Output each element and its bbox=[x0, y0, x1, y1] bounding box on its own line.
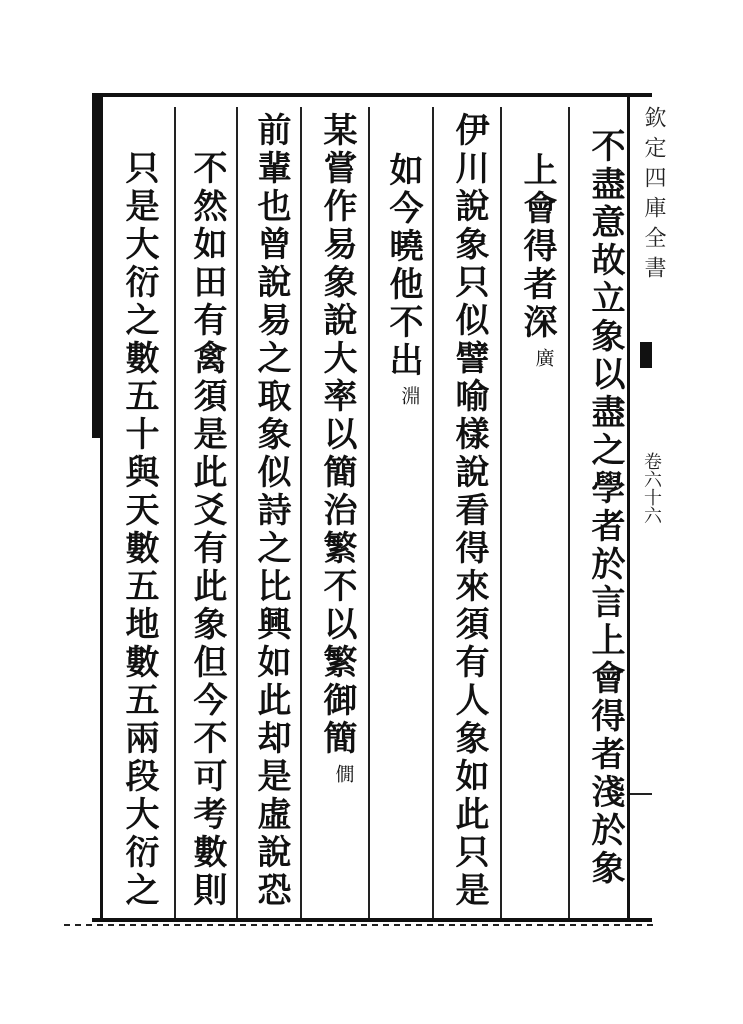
speaker-note: 僩 bbox=[332, 764, 355, 783]
text-column-7 bbox=[178, 150, 236, 910]
column-text: 不然如田有禽須是此爻有此象但今不可考數則 bbox=[187, 150, 227, 910]
frame-left-border-lower bbox=[100, 438, 103, 922]
frame-left-border bbox=[92, 93, 103, 438]
column-rule bbox=[368, 107, 370, 918]
text-column-1 bbox=[576, 128, 634, 888]
margin-line bbox=[630, 793, 652, 795]
book-title: 欽定四庫全書 bbox=[641, 106, 666, 286]
column-text: 某嘗作易象說大率以簡治繁不以繁御簡 bbox=[317, 112, 357, 758]
scan-bottom-edge bbox=[64, 924, 654, 926]
column-rule bbox=[432, 107, 434, 918]
column-text: 上會得者深 bbox=[517, 152, 557, 342]
column-rule bbox=[500, 107, 502, 918]
column-rule bbox=[236, 107, 238, 918]
text-column-2 bbox=[508, 152, 566, 367]
text-column-5 bbox=[308, 112, 366, 783]
text-column-6 bbox=[242, 112, 300, 910]
column-text: 不盡意故立象以盡之學者於言上會得者淺於象 bbox=[585, 128, 625, 888]
frame-bottom-border bbox=[92, 918, 652, 922]
page-margin bbox=[634, 100, 668, 450]
volume-label: 卷六十六 bbox=[641, 452, 662, 524]
speaker-note: 淵 bbox=[398, 386, 421, 405]
speaker-note: 廣 bbox=[532, 348, 555, 367]
column-text: 如今曉他不出 bbox=[383, 152, 423, 380]
text-column-3 bbox=[440, 112, 498, 910]
column-rule bbox=[300, 107, 302, 918]
column-text: 只是大衍之數五十與天數五地數五兩段大衍之 bbox=[119, 150, 159, 910]
text-column-4 bbox=[374, 152, 432, 405]
column-rule bbox=[174, 107, 176, 918]
column-text: 前輩也曾說易之取象似詩之比興如此却是虛說恐 bbox=[251, 112, 291, 910]
column-text: 伊川說象只似譬喻樣說看得來須有人象如此只是 bbox=[449, 112, 489, 910]
text-column-8 bbox=[110, 150, 168, 910]
fishtail-mark bbox=[640, 342, 652, 368]
frame-top-border bbox=[92, 93, 652, 97]
column-rule bbox=[568, 107, 570, 918]
